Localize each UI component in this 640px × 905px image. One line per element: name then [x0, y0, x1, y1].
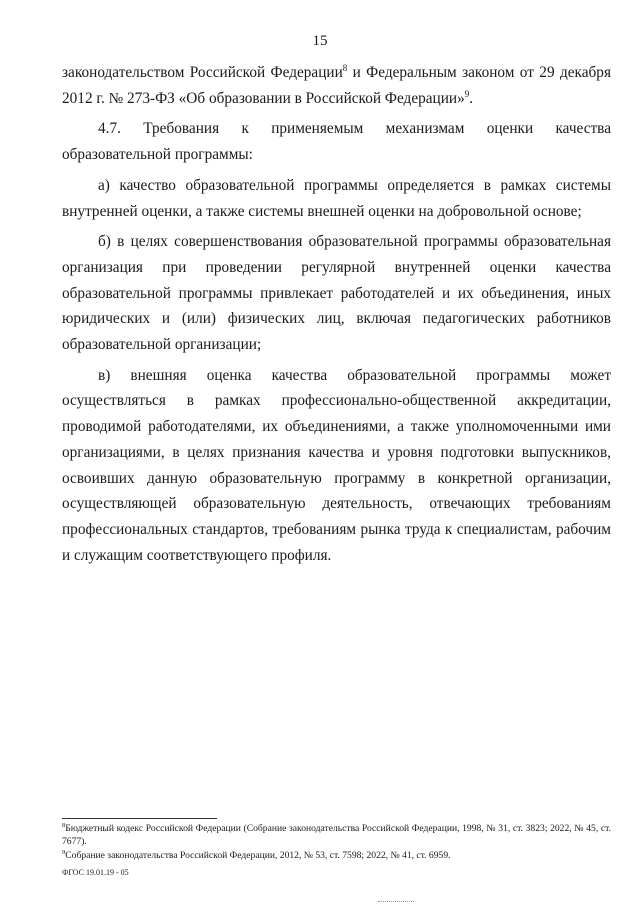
list-item-b: б) в целях совершенствования образовательной программы образовательная организация при проведении регулярной внутренней оценки качества образовательной программы привлекает работодателей и их объединения, иных юридических и (или) физических лиц, включая педагогических работников образовательной организации; — [62, 233, 611, 354]
paragraph-continuation — [62, 60, 611, 111]
page-number: 15 — [312, 33, 328, 49]
paragraph-text: законодательством Российской Федерации — [62, 64, 343, 81]
footnotes — [62, 822, 611, 862]
footnote-text: Бюджетный кодекс Российской Федерации (Собрание законодательства Российской Федерации, 1998, № 31, ст. 3823; 2022, № 45, ст. 7677). — [62, 823, 611, 848]
footnote-number: 9 — [62, 848, 66, 856]
section-heading-4-7: 4.7. Требования к применяемым механизмам оценки качества образовательной программы: — [62, 120, 611, 164]
footnote-number: 8 — [62, 822, 66, 829]
main-text — [62, 60, 611, 568]
paragraph-text: . — [469, 89, 474, 107]
list-item-c: в) внешняя оценка качества образовательной программы может осуществляться в рамках профессионально-общественной аккредитации, проводимой работодателями, их объединениями, а также уполномоченными ими организациями, в целях признания качества и уровня подготовки выпускников, освоивших данную образовательную программу в конкретной организации, осуществляющей образовательную деятельность, отвечающих требованиям профессиональных стандартов, требованиям рынка труда к специалистам, рабочим и служащим соответствующего профиля. — [62, 366, 611, 564]
document-code: ФГОС 19.01.19 - 05 — [62, 868, 129, 877]
footnote-9 — [62, 849, 611, 862]
footnote-8 — [62, 822, 611, 849]
footnote-ref-8: 8 — [342, 63, 348, 73]
footnote-text: Собрание законодательства Российской Федерации, 2012, № 53, ст. 7598; 2022, № 41, ст. 6959. — [65, 849, 451, 861]
scan-artifact — [378, 893, 414, 902]
list-item-a: а) качество образовательной программы определяется в рамках системы внутренней оценки, а также системы внешней оценки на добровольной основе; — [62, 176, 611, 220]
paragraph-text: и Федеральным законом от 29 декабря 2012 г. № 273-ФЗ «Об образовании в Российской Федерации» — [62, 64, 611, 107]
footnote-separator — [62, 818, 217, 819]
footnote-ref-9: 9 — [464, 88, 470, 99]
